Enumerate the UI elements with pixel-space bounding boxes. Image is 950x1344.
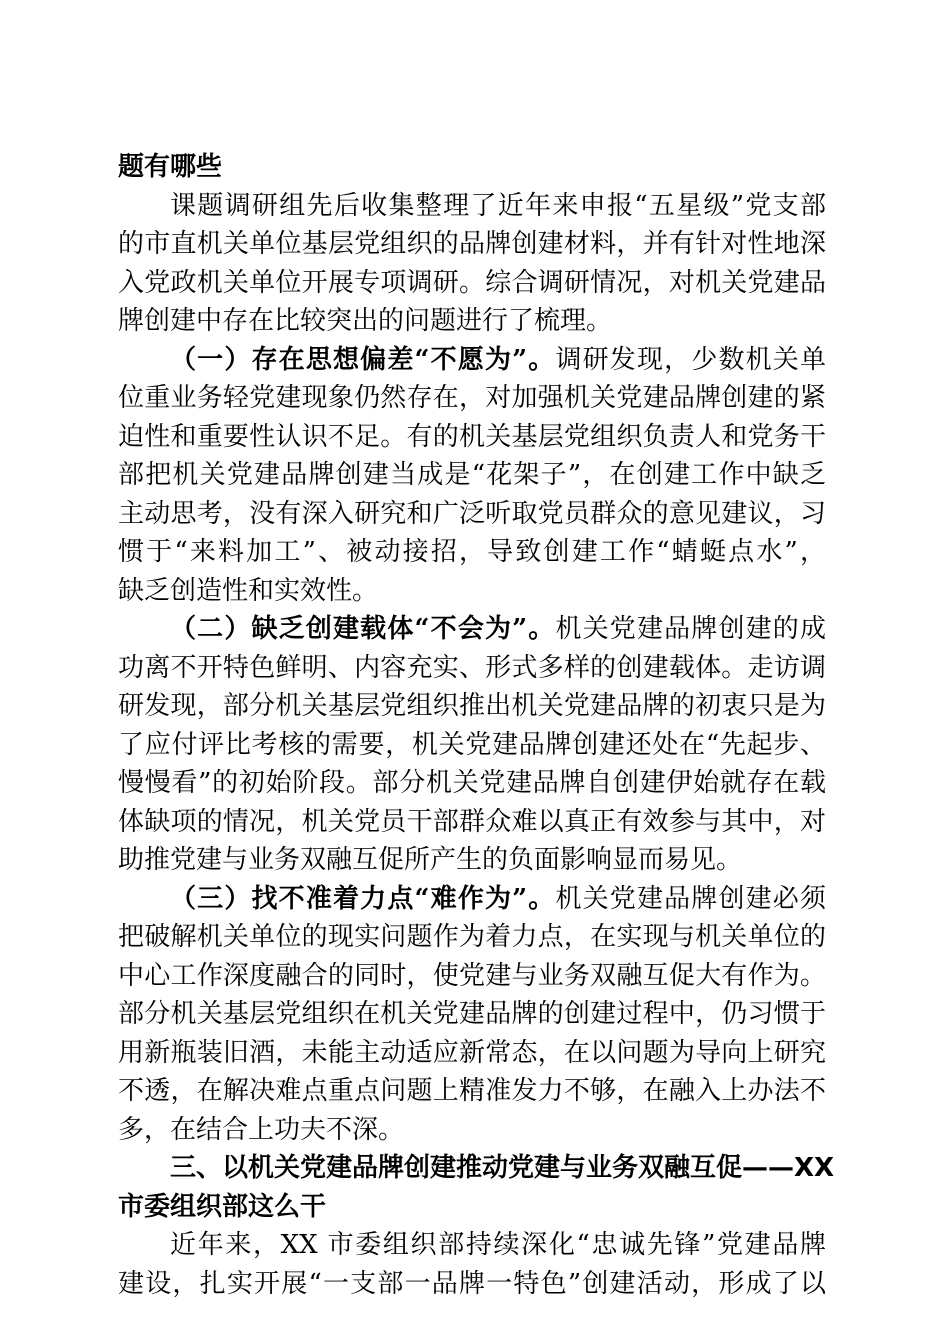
problem-1-paragraph: [118, 341, 826, 611]
paragraph-line: 课题调研组先后收集整理了近年来申报“五星级”党支部: [170, 190, 826, 221]
intro-paragraph: [118, 187, 826, 341]
paragraph-line: [118, 610, 826, 649]
paragraph-line: 主动思考，没有深入研究和广泛听取党员群众的意见建议，习: [118, 498, 826, 529]
paragraph-line: 慢慢看”的初始阶段。部分机关党建品牌自创建伊始就存在载: [118, 768, 826, 798]
paragraph-line: 了应付评比考核的需要，机关党建品牌创建还处在“先起步、: [118, 729, 826, 760]
paragraph-line: 中心工作深度融合的同时，使党建与业务双融互促大有作为。: [118, 960, 826, 991]
paragraph-line: 迫性和重要性认识不足。有的机关基层党组织负责人和党务干: [118, 421, 826, 452]
paragraph-line: 部把机关党建品牌创建当成是“花架子”，在创建工作中缺乏: [118, 460, 826, 490]
problem-3-paragraph: [118, 880, 826, 1150]
paragraph-line: 助推党建与业务双融互促所产生的负面影响显而易见。: [118, 845, 743, 875]
paragraph-line: 不透，在解决难点重点问题上精准发力不够，在融入上办法不: [118, 1076, 826, 1106]
section-three-heading: [118, 1149, 835, 1226]
paragraph-line: 牌创建中存在比较突出的问题进行了梳理。: [118, 306, 613, 336]
paragraph-line: 建设，扎实开展“一支部一品牌一特色”创建活动，形成了以: [118, 1268, 826, 1299]
paragraph-line: 体缺项的情况，机关党员干部群众难以真正有效参与其中，对: [118, 806, 826, 837]
paragraph-line: 多，在结合上功夫不深。: [118, 1114, 405, 1145]
paragraph-line: 的市直机关单位基层党组织的品牌创建材料，并有针对性地深: [118, 229, 826, 259]
paragraph-line: 位重业务轻党建现象仍然存在，对加强机关党建品牌创建的紧: [118, 383, 826, 413]
document-page: [118, 148, 835, 1303]
problem-3-heading: （三）找不准着力点“难作为”。: [170, 883, 556, 914]
problem-2-first-line: 机关党建品牌创建的成: [555, 614, 826, 644]
paragraph-line: 研发现，部分机关基层党组织推出机关党建品牌的初衷只是为: [118, 691, 826, 721]
section-heading-line: 三、以机关党建品牌创建推动党建与业务双融互促——XX: [170, 1153, 835, 1183]
paragraph-line: 缺乏创造性和实效性。: [118, 575, 379, 606]
section-heading-line: 市委组织部这么干: [118, 1191, 327, 1222]
problem-2-heading: （二）缺乏创建载体“不会为”。: [170, 614, 556, 644]
paragraph-line: 用新瓶装旧酒，未能主动适应新常态，在以问题为导向上研究: [118, 1037, 826, 1068]
problem-3-first-line: 机关党建品牌创建必须: [555, 883, 826, 914]
paragraph-line: [118, 880, 826, 919]
paragraph-line: [118, 341, 826, 380]
paragraph-line: 近年来，XX 市委组织部持续深化“忠诚先锋”党建品牌: [170, 1230, 826, 1260]
paragraph-line: 入党政机关单位开展专项调研。综合调研情况，对机关党建品: [118, 267, 826, 298]
closing-paragraph: [118, 1226, 826, 1303]
problem-1-first-line: 调研发现，少数机关单: [555, 344, 826, 375]
paragraph-line: 把破解机关单位的现实问题作为着力点，在实现与机关单位的: [118, 922, 826, 952]
problem-2-paragraph: [118, 610, 826, 880]
paragraph-line: 惯于“来料加工”、被动接招，导致创建工作“蜻蜓点水”，: [118, 537, 826, 567]
paragraph-line: 部分机关基层党组织在机关党建品牌的创建过程中，仍习惯于: [118, 999, 826, 1029]
paragraph-line: 功离不开特色鲜明、内容充实、形式多样的创建载体。走访调: [118, 652, 826, 683]
problem-1-heading: （一）存在思想偏差“不愿为”。: [170, 344, 556, 375]
section-heading-continuation: 题有哪些: [118, 152, 223, 182]
